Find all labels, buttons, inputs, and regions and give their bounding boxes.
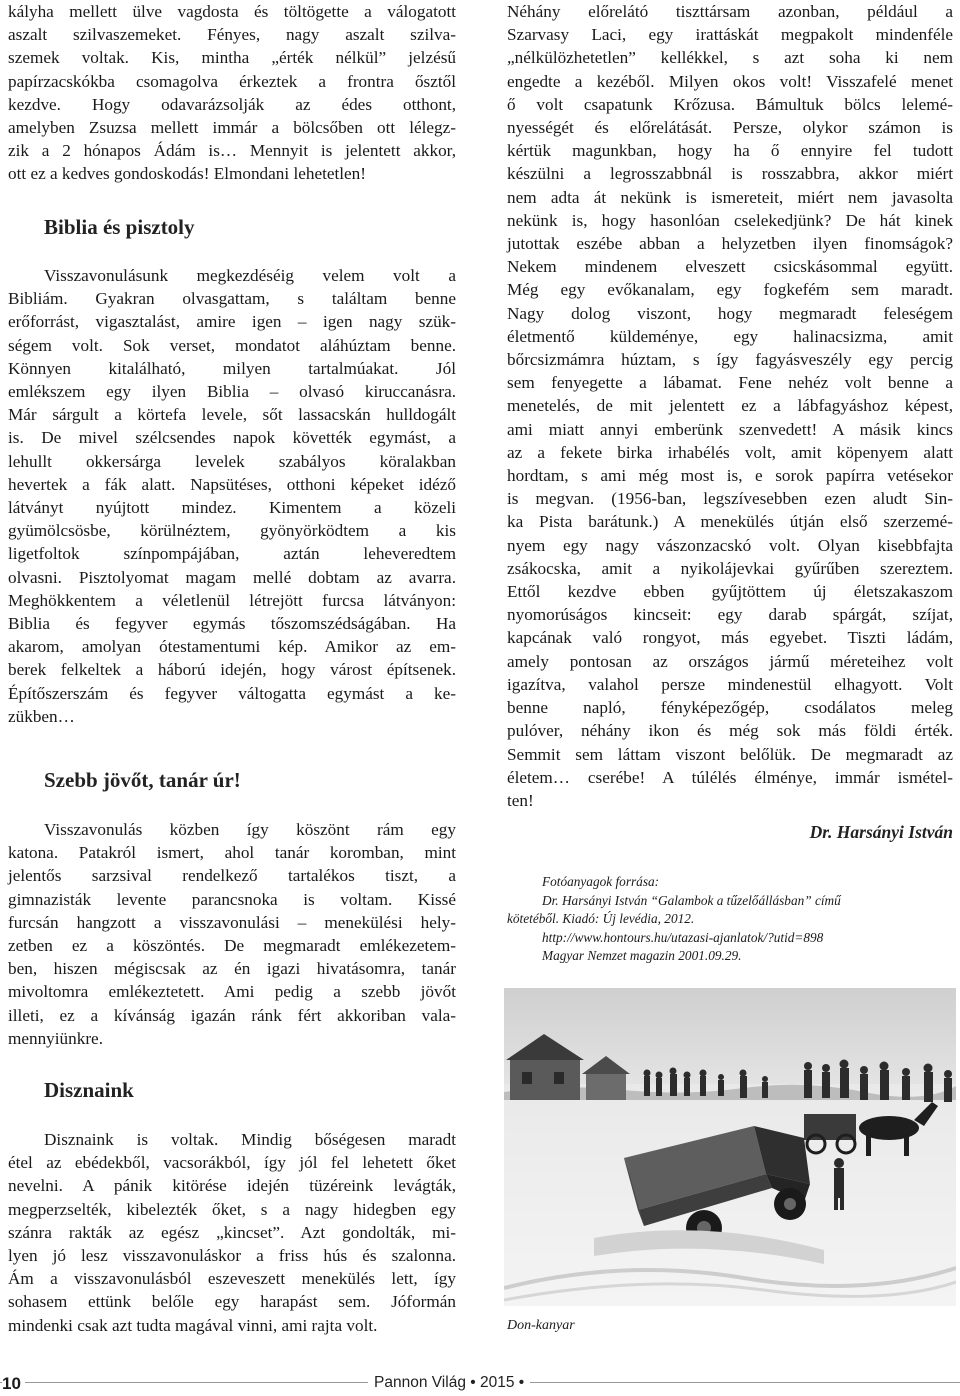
text-line: étel az ebédekből, vacsorákból, így jól fel lehetett őket [8, 1153, 456, 1173]
intro-text [8, 0, 456, 186]
section-disznaink-text [8, 1128, 456, 1337]
text-line: bőrcsizmámra húztam, s így fagyásveszély egy percig [507, 350, 953, 370]
source-line: Dr. Harsányi István “Galambok a tűzelőállásban” című [542, 892, 841, 908]
text-line: emlékszem egy ilyen Biblia – olvasó kiruccanásra. [8, 382, 456, 402]
source-line: Magyar Nemzet magazin 2001.09.29. [542, 948, 742, 964]
footer-publication: Pannon Világ • 2015 • [368, 1374, 530, 1392]
right-column [507, 0, 953, 966]
text-line: is. De mivel szélcsendes napok követték egymást, a [8, 428, 456, 448]
text-line: amelyben Zsuzsa mellett immár a bölcsőben ott lélegz- [8, 118, 456, 138]
section-title-szebb-jovot: Szebb jövőt, tanár úr! [44, 768, 241, 792]
author-signature: Dr. Harsányi István [809, 822, 953, 843]
section-title-biblia: Biblia és pisztoly [44, 215, 195, 239]
text-line: igazítva, valahol persze mindenestül elhagyott. Volt [507, 674, 953, 694]
text-line: lehullt okkersárga levelek szabályos köralakban [8, 451, 456, 471]
text-line: mindenki csak azt tudta magával vinni, ami rajta volt. [8, 1315, 378, 1335]
text-line: kértük magunkban, hogy ha ő ennyire fel tudott [507, 141, 953, 161]
section-biblia [8, 264, 456, 728]
text-line: jelentős sarzsival rendelkező tartalékos tiszt, a [8, 866, 456, 886]
page-number: 10 [2, 1374, 25, 1394]
text-line: ka Pista barátunk.) A menekülés útján első szerzemé- [507, 512, 953, 532]
text-line: Disznaink is voltak. Mindig bőségesen maradt [44, 1130, 456, 1149]
text-line: Ettől kezdve ebben gyűjtöttem új életszakaszom [507, 582, 953, 602]
text-line: nekünk is, hogy hasonlóan cselekedjünk? De hát kinek [507, 210, 953, 230]
text-line: akarom, amolyan ótestamentumi kép. Amikor az em- [8, 637, 456, 657]
text-line: hordtam, s ami még most is, e sorok papírra vetésekor [507, 466, 953, 486]
text-line: látványt nyújtott mindez. Kimentem a közeli [8, 498, 456, 518]
text-line: kapcának való rongyot, más egyebet. Tiszti ládám, [507, 628, 953, 648]
text-line: ami miatt annyi emberünk szenvedett! A másik kincs [507, 419, 953, 439]
text-line: aszalt szilvaszemeket. Fényes, nagy aszalt szilva- [8, 25, 456, 45]
text-line: katona. Patakról ismert, ahol tanár koromban, mint [8, 843, 456, 863]
text-line: zetben ez a köszöntés. De megmaradt emlékezetem- [8, 936, 456, 956]
text-line: ten! [507, 790, 534, 810]
text-line: menetelés, de mit jelentett ez a lábfagyáshoz képest, [507, 396, 953, 416]
text-line: életmentő küldeménye, egy halinacsizma, amit [507, 326, 953, 346]
text-line: papírzacskókba csomagolva érkeztek a frontra ősztől [8, 71, 456, 91]
text-line: Szarvasy Laci, egy irattáskát megpakolt mindenféle [507, 25, 953, 45]
text-line: olvasni. Pisztolyomat magam mellé dobtam az avarra. [8, 567, 456, 587]
text-line: erőforrást, vigasztalást, amire igen – igen nagy szük- [8, 312, 456, 332]
photo-caption: Don-kanyar [507, 1318, 575, 1333]
text-line: nevelni. A pánik kitörése idején tüzéreink levágták, [8, 1176, 456, 1196]
don-kanyar-photo [504, 988, 956, 1306]
text-line: megperzselték, kibelezték őket, s a nagy hidegben egy [8, 1199, 456, 1219]
text-line: furcsán hangzott a visszavonulási – menekülési hely- [8, 912, 456, 932]
text-line: készülni a legrosszabbnál is rosszabbra, akkor miért [507, 164, 953, 184]
text-line: életem… cserébe! A túlélés élménye, immár ismétel- [507, 767, 953, 787]
section-biblia-text [8, 264, 456, 728]
right-column-text [507, 0, 953, 812]
text-line: zik a 2 hónapos Ádám is… Mennyit is jelentett akkor, [8, 141, 456, 161]
text-line: szemek voltak. Kis, mintha „érték nélkül” jelzésű [8, 48, 456, 68]
text-line: Bibliám. Gyakran olvasgattam, s találtam benne [8, 289, 456, 309]
text-line: mivoltomra emlékeztetett. Ami pedig a szebb jövőt [8, 982, 456, 1002]
text-line: Néhány előrelátó tiszttársam azonban, például a [507, 2, 953, 21]
text-line: Visszavonulásunk megkezdéséig velem volt a [44, 266, 456, 285]
source-line: kötetéből. Kiadó: Új levédia, 2012. [507, 911, 695, 927]
intro-paragraph [8, 0, 456, 186]
text-line: Nekem mindenem elveszett csicskásommal együtt. [507, 257, 953, 277]
text-line: Még egy evőkanalam, egy fogkefém sem maradt. [507, 280, 953, 300]
text-line: az a fekete birka irhabélés volt, amit köpenyem alatt [507, 442, 953, 462]
text-line: pulóver, néhány ikon és még sok más földi érték. [507, 721, 953, 741]
text-line: sem fenyegette a lábamat. Fene nehéz volt benne a [507, 373, 953, 393]
text-line: lyen jó lesz visszavonuláskor a friss hús és szalonna. [8, 1246, 456, 1266]
text-line: Könnyen kitalálható, milyen tartalmúakat. Jól [8, 358, 456, 378]
text-line: berek felkeltek a háború idején, hogy várost építsenek. [8, 660, 456, 680]
text-line: sohasem ettünk belőle egy harapást sem. Jóformán [8, 1292, 456, 1312]
text-line: hevertek a fák alatt. Napsütéses, otthoni képeket idéző [8, 474, 456, 494]
text-line: ott ez a kedves gondoskodás! Elmondani lehetetlen! [8, 164, 366, 184]
text-line: nyességét és előrelátását. Persze, olykor számon is [507, 118, 953, 138]
text-line: Meghökkentem a véletlenül létrejött furcsa látványon: [8, 590, 456, 610]
text-line: Nagy dolog viszont, hogy megmaradt feleségem [507, 303, 953, 323]
source-line: http://www.hontours.hu/utazasi-ajanlatok/?utid=898 [542, 929, 824, 945]
text-line: ligetfoltok színpompájában, aztán leheveredtem [8, 544, 456, 564]
section-szebb-jovot-text [8, 818, 456, 1050]
text-line: kályha mellett ülve vagdosta és töltögette a válogatott [8, 2, 456, 21]
text-line: kezdve. Hogy odavarázsolják az édes otthont, [8, 94, 456, 114]
text-line: Építőszerszám és fegyver váltogatta egymást a ke- [8, 683, 456, 703]
text-line: Semmit sem láttam viszont belőlük. De megmaradt az [507, 744, 953, 764]
text-line: engedte a kezéből. Milyen okos volt! Visszafelé menet [507, 71, 953, 91]
text-line: ségem volt. Sok verset, mondatot aláhúztam benne. [8, 335, 456, 355]
text-line: nyem egy nagy vászonzacskó volt. Olyan kisebbfajta [507, 535, 953, 555]
text-line: mennyiünkre. [8, 1028, 103, 1048]
section-szebb-jovot [8, 818, 456, 1050]
text-line: jutottak eszébe abban a helyzetben ilyen finomságok? [507, 234, 953, 254]
text-line: benne napló, fényképezőgép, csodálatos meleg [507, 698, 953, 718]
text-line: Már sárgult a körtefa levele, sőt lassacskán hulldogált [8, 405, 456, 425]
text-line: Biblia és fegyver egymás tőszomszédságában. Ha [8, 614, 456, 634]
text-line: „nélkülözhetetlen” kellékkel, s azt soha ki nem [507, 48, 953, 68]
text-line: Ám a visszavonulásból eszeveszett menekülés lett, így [8, 1269, 456, 1289]
text-line: ben, hiszen mégiscsak az én igazi hivatásomra, tanár [8, 959, 456, 979]
text-line: ő volt csapatunk Krőzusa. Bámultuk bölcs lelemé- [507, 94, 953, 114]
section-disznaink [8, 1128, 456, 1337]
text-line: zsákocska, amit a nyikolájevkai gyűrűben szereztem. [507, 558, 953, 578]
text-line: illeti, ez a kívánság igazán ránk fért akkoriban vala- [8, 1005, 456, 1025]
text-line: nyomorúságos kincseit: egy darab spárgát, szíjat, [507, 605, 953, 625]
text-line: nem adta át nekünk is ismereteit, miért nem javasolta [507, 187, 953, 207]
text-line: gyümölcsösbe, körülnéztem, gyönyörködtem a kis [8, 521, 456, 541]
winter-retreat-photo-illustration [504, 988, 956, 1306]
text-line: gimnazisták levente parancsnoka is voltam. Kissé [8, 889, 456, 909]
text-line: zükben… [8, 706, 75, 726]
section-title-disznaink: Disznaink [44, 1078, 134, 1102]
photo-sources [507, 873, 953, 966]
text-line: amely pontosan az országos jármű méreteihez volt [507, 651, 953, 671]
text-line: szánra rakták az egész „kincset”. Azt gondolták, mi- [8, 1222, 456, 1242]
text-line: is megvan. (1956-ban, legszívesebben ezen aludt Sin- [507, 489, 953, 509]
text-line: Visszavonulás közben így köszönt rám egy [44, 820, 456, 839]
source-line: Fotóanyagok forrása: [542, 874, 660, 890]
